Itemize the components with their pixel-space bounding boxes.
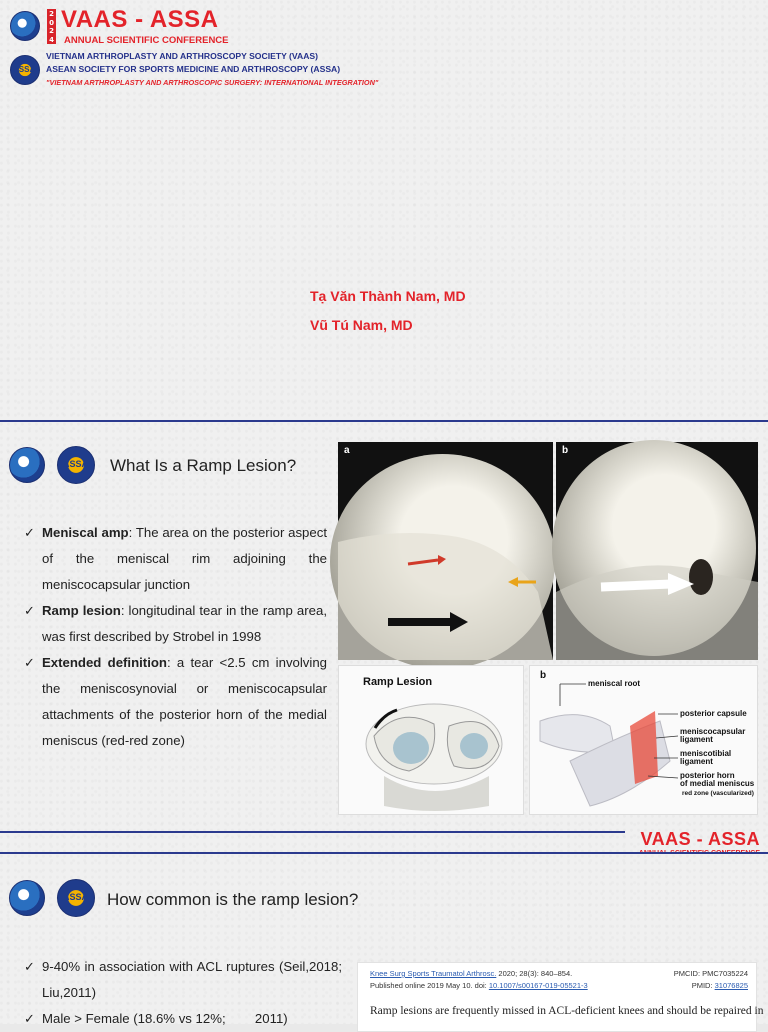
- ramp-lesion-diagram: [338, 665, 524, 815]
- bullet-list: [24, 520, 327, 754]
- label-meniscal-root: meniscal root: [588, 679, 641, 688]
- check-icon: ✓: [24, 1011, 35, 1026]
- assa-logo-text: ASSA: [13, 65, 36, 74]
- bullet-text: : The area on the posterior aspect of the meniscal rim adjoining the meniscocapsular junction: [42, 525, 327, 592]
- paper-excerpt: [357, 962, 764, 1032]
- list-item: [24, 650, 327, 754]
- bullet-text: : a tear <2.5 cm involving the meniscosynovial or meniscocapsular attachments of the posterior horn of the medial meniscus (red-red zone): [42, 655, 327, 748]
- check-icon: ✓: [24, 525, 35, 540]
- published-text: Published online 2019 May 10. doi:: [370, 981, 489, 990]
- pmid-label: PMID:: [691, 981, 715, 990]
- bullet-term: Extended definition: [42, 655, 167, 670]
- footer-line: [0, 831, 625, 833]
- pmid: [692, 981, 748, 990]
- arthroscopy-photo-a: [338, 442, 553, 660]
- anatomy-diagram: [529, 665, 758, 815]
- author-2: Vũ Tú Nam, MD: [310, 317, 413, 333]
- check-icon: ✓: [24, 959, 35, 974]
- slide-title: What Is a Ramp Lesion?: [110, 456, 297, 475]
- bullet-term: Ramp lesion: [42, 603, 121, 618]
- ramp-gap: [689, 559, 713, 595]
- arthroscopy-photo-b: [556, 442, 758, 660]
- list-item: [24, 954, 342, 1006]
- assa-logo-text: ASSA: [63, 459, 89, 469]
- assa-logo: [57, 446, 95, 484]
- vaas-globe-logo: [9, 447, 45, 483]
- doi-link[interactable]: 10.1007/s00167-019-05521-3: [488, 981, 588, 990]
- meniscus-shape: [338, 533, 553, 660]
- diagram-title: Ramp Lesion: [363, 676, 433, 688]
- assa-logo: [57, 879, 95, 917]
- photo-label: a: [344, 445, 350, 456]
- assa-logo: [10, 55, 40, 85]
- society-vaas: VIETNAM ARTHROPLASTY AND ARTHROSCOPY SOCIETY (VAAS): [46, 51, 318, 61]
- label-posterior-capsule: posterior capsule: [680, 709, 747, 718]
- annotation-arrows: [338, 442, 553, 660]
- white-arrow-icon: [601, 584, 671, 587]
- vaas-globe-logo: [10, 11, 40, 41]
- label-red-zone: red zone (vascularized): [682, 790, 754, 797]
- meniscus-shape: [556, 565, 758, 660]
- vaas-globe-logo: [9, 880, 45, 916]
- title-slide: [0, 0, 768, 420]
- label-posterior-horn: posterior horn: [680, 771, 735, 780]
- check-icon: ✓: [24, 603, 35, 618]
- label-meniscocapsular-ligament: ligament: [680, 735, 713, 744]
- label-meniscocapsular: meniscocapsular: [680, 727, 746, 736]
- annotation-arrows: [556, 442, 758, 660]
- author-1: Tạ Văn Thành Nam, MD: [310, 288, 466, 304]
- pmid-link[interactable]: 31076825: [714, 981, 748, 990]
- year-text: 2024: [49, 10, 54, 44]
- citation-text: 2020; 28(3): 840–854.: [496, 969, 573, 978]
- conference-subtitle: ANNUAL SCIENTIFIC CONFERENCE: [64, 35, 229, 46]
- diagram-label: b: [540, 670, 547, 681]
- label-meniscotibial-ligament: ligament: [680, 757, 713, 766]
- assa-logo-text: ASSA: [63, 892, 89, 902]
- list-item: [24, 520, 327, 598]
- year-badge: [47, 9, 56, 44]
- bullet-text: Male > Female (18.6% vs 12%; 2011): [42, 1011, 288, 1026]
- journal-link[interactable]: Knee Surg Sports Traumatol Arthrosc.: [370, 969, 497, 978]
- check-icon: ✓: [24, 655, 35, 670]
- society-assa: ASEAN SOCIETY FOR SPORTS MEDICINE AND ARTHROSCOPY (ASSA): [46, 64, 341, 74]
- paper-published: [370, 981, 588, 990]
- bullet-list: [24, 954, 342, 1032]
- paper-title: Ramp lesions are frequently missed in ACL-deficient knees and should be repaired in: [370, 1005, 764, 1017]
- conference-title: VAAS - ASSA: [61, 6, 219, 33]
- red-zone: [630, 711, 658, 784]
- knee-illustration: [339, 666, 525, 816]
- bullet-term: Meniscal amp: [42, 525, 129, 540]
- list-item: [24, 598, 327, 650]
- bullet-text: : longitudinal tear in the ramp area, was first described by Strobel in 1998: [42, 603, 327, 644]
- pmcid: PMCID: PMC7035224: [673, 969, 748, 978]
- paper-citation: [370, 969, 572, 978]
- label-medial-meniscus: of medial meniscus: [680, 779, 755, 788]
- slide-title: How common is the ramp lesion?: [107, 890, 359, 909]
- lateral-cartilage: [460, 733, 488, 759]
- ramp-prevalence-slide: [0, 854, 768, 1024]
- photo-label: b: [562, 445, 569, 456]
- list-item: [24, 1006, 342, 1032]
- ramp-lesion-slide: [0, 422, 768, 852]
- medial-cartilage: [393, 732, 429, 764]
- label-meniscotibial: meniscotibial: [680, 749, 732, 758]
- conference-tagline: "VIETNAM ARTHROPLASTY AND ARTHROSCOPIC SURGERY: INTERNATIONAL INTEGRATION": [46, 78, 379, 87]
- bullet-text: 9-40% in association with ACL ruptures (Seil,2018; Liu,2011): [42, 959, 342, 1000]
- footer-title: VAAS - ASSA: [640, 829, 760, 849]
